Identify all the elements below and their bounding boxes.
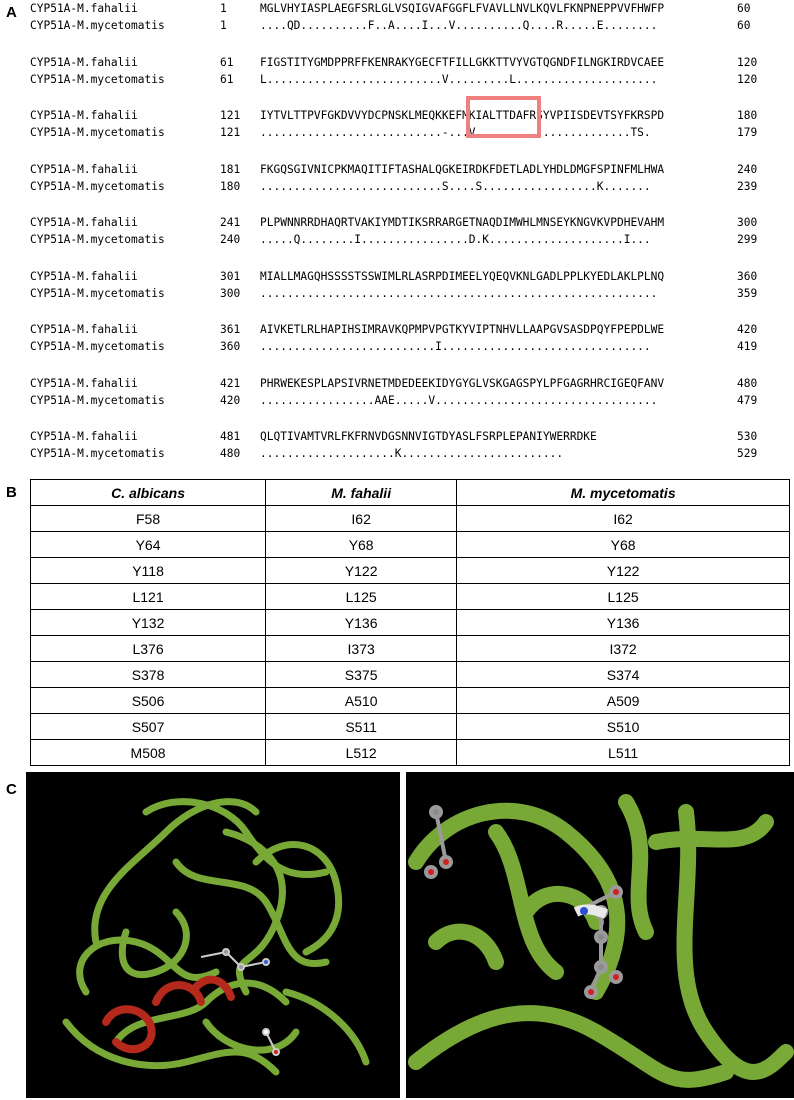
table-row (31, 532, 790, 558)
sequence-start-position: 240 (220, 233, 241, 246)
sequence-name: CYP51A-M.fahalii (30, 430, 138, 443)
sequence-name: CYP51A-M.mycetomatis (30, 394, 165, 407)
sequence-name: CYP51A-M.fahalii (30, 109, 138, 122)
binding-site-closeup-image (406, 772, 794, 1098)
sequence-start-position: 61 (220, 73, 234, 86)
alignment-block (30, 107, 790, 141)
sequence-residues: ........................................................... (260, 287, 658, 300)
table-cell: Y136 (457, 610, 790, 636)
sequence-end-position: 239 (737, 180, 758, 193)
table-row (31, 506, 790, 532)
sequence-residues: MIALLMAGQHSSSSTSSWIMLRLASRPDIMEELYQEQVKNLGADLPPLKYEDLAKLPLNQ (260, 270, 665, 283)
sequence-start-position: 360 (220, 340, 241, 353)
sequence-alignment (30, 0, 790, 470)
panel-label-c: C (6, 781, 17, 798)
sequence-start-position: 301 (220, 270, 241, 283)
sequence-start-position: 481 (220, 430, 241, 443)
sequence-name: CYP51A-M.fahalii (30, 56, 138, 69)
table-cell: S506 (31, 688, 266, 714)
sequence-end-position: 529 (737, 447, 758, 460)
sequence-start-position: 181 (220, 163, 241, 176)
table-row (31, 610, 790, 636)
sequence-residues: ....QD..........F..A....I...V..........Q....R.....E........ (260, 19, 658, 32)
table-cell: I373 (266, 636, 457, 662)
header-c-albicans: C. albicans (31, 480, 266, 506)
table-cell: S375 (266, 662, 457, 688)
alignment-block (30, 161, 790, 195)
sequence-residues: QLQTIVAMTVRLFKFRNVDGSNNVIGTDYASLFSRPLEPANIYWERRDKE (260, 430, 597, 443)
sequence-start-position: 180 (220, 180, 241, 193)
sequence-start-position: 61 (220, 56, 234, 69)
table-cell: M508 (31, 740, 266, 766)
sequence-end-position: 479 (737, 394, 758, 407)
sequence-start-position: 300 (220, 287, 241, 300)
alignment-block (30, 0, 790, 34)
table-cell: L511 (457, 740, 790, 766)
sequence-end-position: 480 (737, 377, 758, 390)
sequence-name: CYP51A-M.fahalii (30, 163, 138, 176)
header-m-fahalii: M. fahalii (266, 480, 457, 506)
sequence-name: CYP51A-M.fahalii (30, 377, 138, 390)
sequence-residues: FKGQSGIVNICPKMAQITIFTASHALQGKEIRDKFDETLADLYHDLDMGFSPINFMLHWA (260, 163, 665, 176)
table-cell: Y136 (266, 610, 457, 636)
table-row (31, 558, 790, 584)
table-cell: Y118 (31, 558, 266, 584)
sequence-residues: FIGSTITYGMDPPRFFKENRAKYGECFTFILLGKKTTVYVGTQGNDFILNGKIRDVCAEE (260, 56, 665, 69)
table-cell: I62 (457, 506, 790, 532)
table-cell: A510 (266, 688, 457, 714)
alignment-block (30, 321, 790, 355)
table-cell: S510 (457, 714, 790, 740)
sequence-end-position: 60 (737, 19, 751, 32)
sequence-name: CYP51A-M.mycetomatis (30, 126, 165, 139)
table-cell: S507 (31, 714, 266, 740)
sequence-start-position: 121 (220, 109, 241, 122)
sequence-name: CYP51A-M.fahalii (30, 216, 138, 229)
sequence-residues: .................AAE.....V................................. (260, 394, 658, 407)
alignment-block (30, 375, 790, 409)
sequence-end-position: 299 (737, 233, 758, 246)
sequence-residues: ....................K........................ (260, 447, 564, 460)
table-row (31, 688, 790, 714)
panel-label-a: A (6, 4, 17, 21)
table-cell: Y122 (266, 558, 457, 584)
table-row (31, 636, 790, 662)
sequence-residues: PLPWNNRRDHAQRTVAKIYMDTIKSRRARGETNAQDIMWHLMNSEYKNGVKVPDHEVAHM (260, 216, 665, 229)
alignment-highlight-box (466, 96, 541, 138)
table-cell: Y68 (266, 532, 457, 558)
table-cell: L125 (266, 584, 457, 610)
sequence-start-position: 121 (220, 126, 241, 139)
sequence-name: CYP51A-M.mycetomatis (30, 287, 165, 300)
table-cell: L512 (266, 740, 457, 766)
header-m-mycetomatis: M. mycetomatis (457, 480, 790, 506)
alignment-block (30, 214, 790, 248)
sequence-residues: PHRWEKESPLAPSIVRNETMDEDEEKIDYGYGLVSKGAGSPYLPFGAGRHRCIGEQFANV (260, 377, 665, 390)
table-cell: S378 (31, 662, 266, 688)
sequence-name: CYP51A-M.mycetomatis (30, 73, 165, 86)
sequence-start-position: 361 (220, 323, 241, 336)
sequence-start-position: 480 (220, 447, 241, 460)
table-cell: F58 (31, 506, 266, 532)
sequence-residues: ...........................S....S.................K....... (260, 180, 651, 193)
binding-site-closeup-graphic (406, 772, 794, 1098)
table-cell: A509 (457, 688, 790, 714)
alignment-block (30, 428, 790, 462)
table-row (31, 584, 790, 610)
sequence-start-position: 1 (220, 19, 227, 32)
sequence-name: CYP51A-M.mycetomatis (30, 180, 165, 193)
sequence-residues: MGLVHYIASPLAEGFSRLGLVSQIGVAFGGFLFVAVLLNVLKQVLFKNPNEPPVVFHWFP (260, 2, 665, 15)
sequence-residues: IYTVLTTPVFGKDVVYDCPNSKLMEQKKEFMKIALTTDAFRSYVPIISDEVTSYFKRSPD (260, 109, 665, 122)
table-cell: Y68 (457, 532, 790, 558)
table-row (31, 714, 790, 740)
sequence-start-position: 420 (220, 394, 241, 407)
table-cell: L125 (457, 584, 790, 610)
sequence-end-position: 420 (737, 323, 758, 336)
sequence-end-position: 300 (737, 216, 758, 229)
table-cell: S374 (457, 662, 790, 688)
panel-label-b: B (6, 484, 17, 501)
sequence-residues: L..........................V.........L..................... (260, 73, 658, 86)
sequence-residues: AIVKETLRLHAPIHSIMRAVKQPMPVPGTKYVIPTNHVLLAAPGVSASDPQYFPEPDLWE (260, 323, 665, 336)
sequence-end-position: 60 (737, 2, 751, 15)
table-cell: I62 (266, 506, 457, 532)
table-cell: Y122 (457, 558, 790, 584)
table-cell: S511 (266, 714, 457, 740)
table-cell: I372 (457, 636, 790, 662)
sequence-end-position: 530 (737, 430, 758, 443)
sequence-end-position: 120 (737, 56, 758, 69)
sequence-start-position: 241 (220, 216, 241, 229)
table-cell: L376 (31, 636, 266, 662)
table-cell: Y64 (31, 532, 266, 558)
sequence-end-position: 360 (737, 270, 758, 283)
alignment-block (30, 54, 790, 88)
structure-overview-graphic (26, 772, 400, 1098)
sequence-name: CYP51A-M.mycetomatis (30, 447, 165, 460)
sequence-end-position: 359 (737, 287, 758, 300)
alignment-block (30, 268, 790, 302)
sequence-residues: ...........................-...V.......................TS. (260, 126, 651, 139)
sequence-end-position: 179 (737, 126, 758, 139)
sequence-name: CYP51A-M.mycetomatis (30, 19, 165, 32)
sequence-name: CYP51A-M.fahalii (30, 270, 138, 283)
sequence-end-position: 419 (737, 340, 758, 353)
table-cell: Y132 (31, 610, 266, 636)
protein-structure-overview-image (26, 772, 400, 1098)
sequence-start-position: 421 (220, 377, 241, 390)
sequence-name: CYP51A-M.fahalii (30, 2, 138, 15)
sequence-start-position: 1 (220, 2, 227, 15)
table-row (31, 740, 790, 766)
sequence-residues: .....Q........I................D.K....................I... (260, 233, 651, 246)
sequence-residues: ..........................I............................... (260, 340, 651, 353)
sequence-end-position: 240 (737, 163, 758, 176)
sequence-end-position: 120 (737, 73, 758, 86)
table-row (31, 662, 790, 688)
table-header-row (31, 480, 790, 506)
sequence-name: CYP51A-M.mycetomatis (30, 233, 165, 246)
sequence-end-position: 180 (737, 109, 758, 122)
residue-table (30, 479, 790, 766)
sequence-name: CYP51A-M.mycetomatis (30, 340, 165, 353)
table-cell: L121 (31, 584, 266, 610)
sequence-name: CYP51A-M.fahalii (30, 323, 138, 336)
